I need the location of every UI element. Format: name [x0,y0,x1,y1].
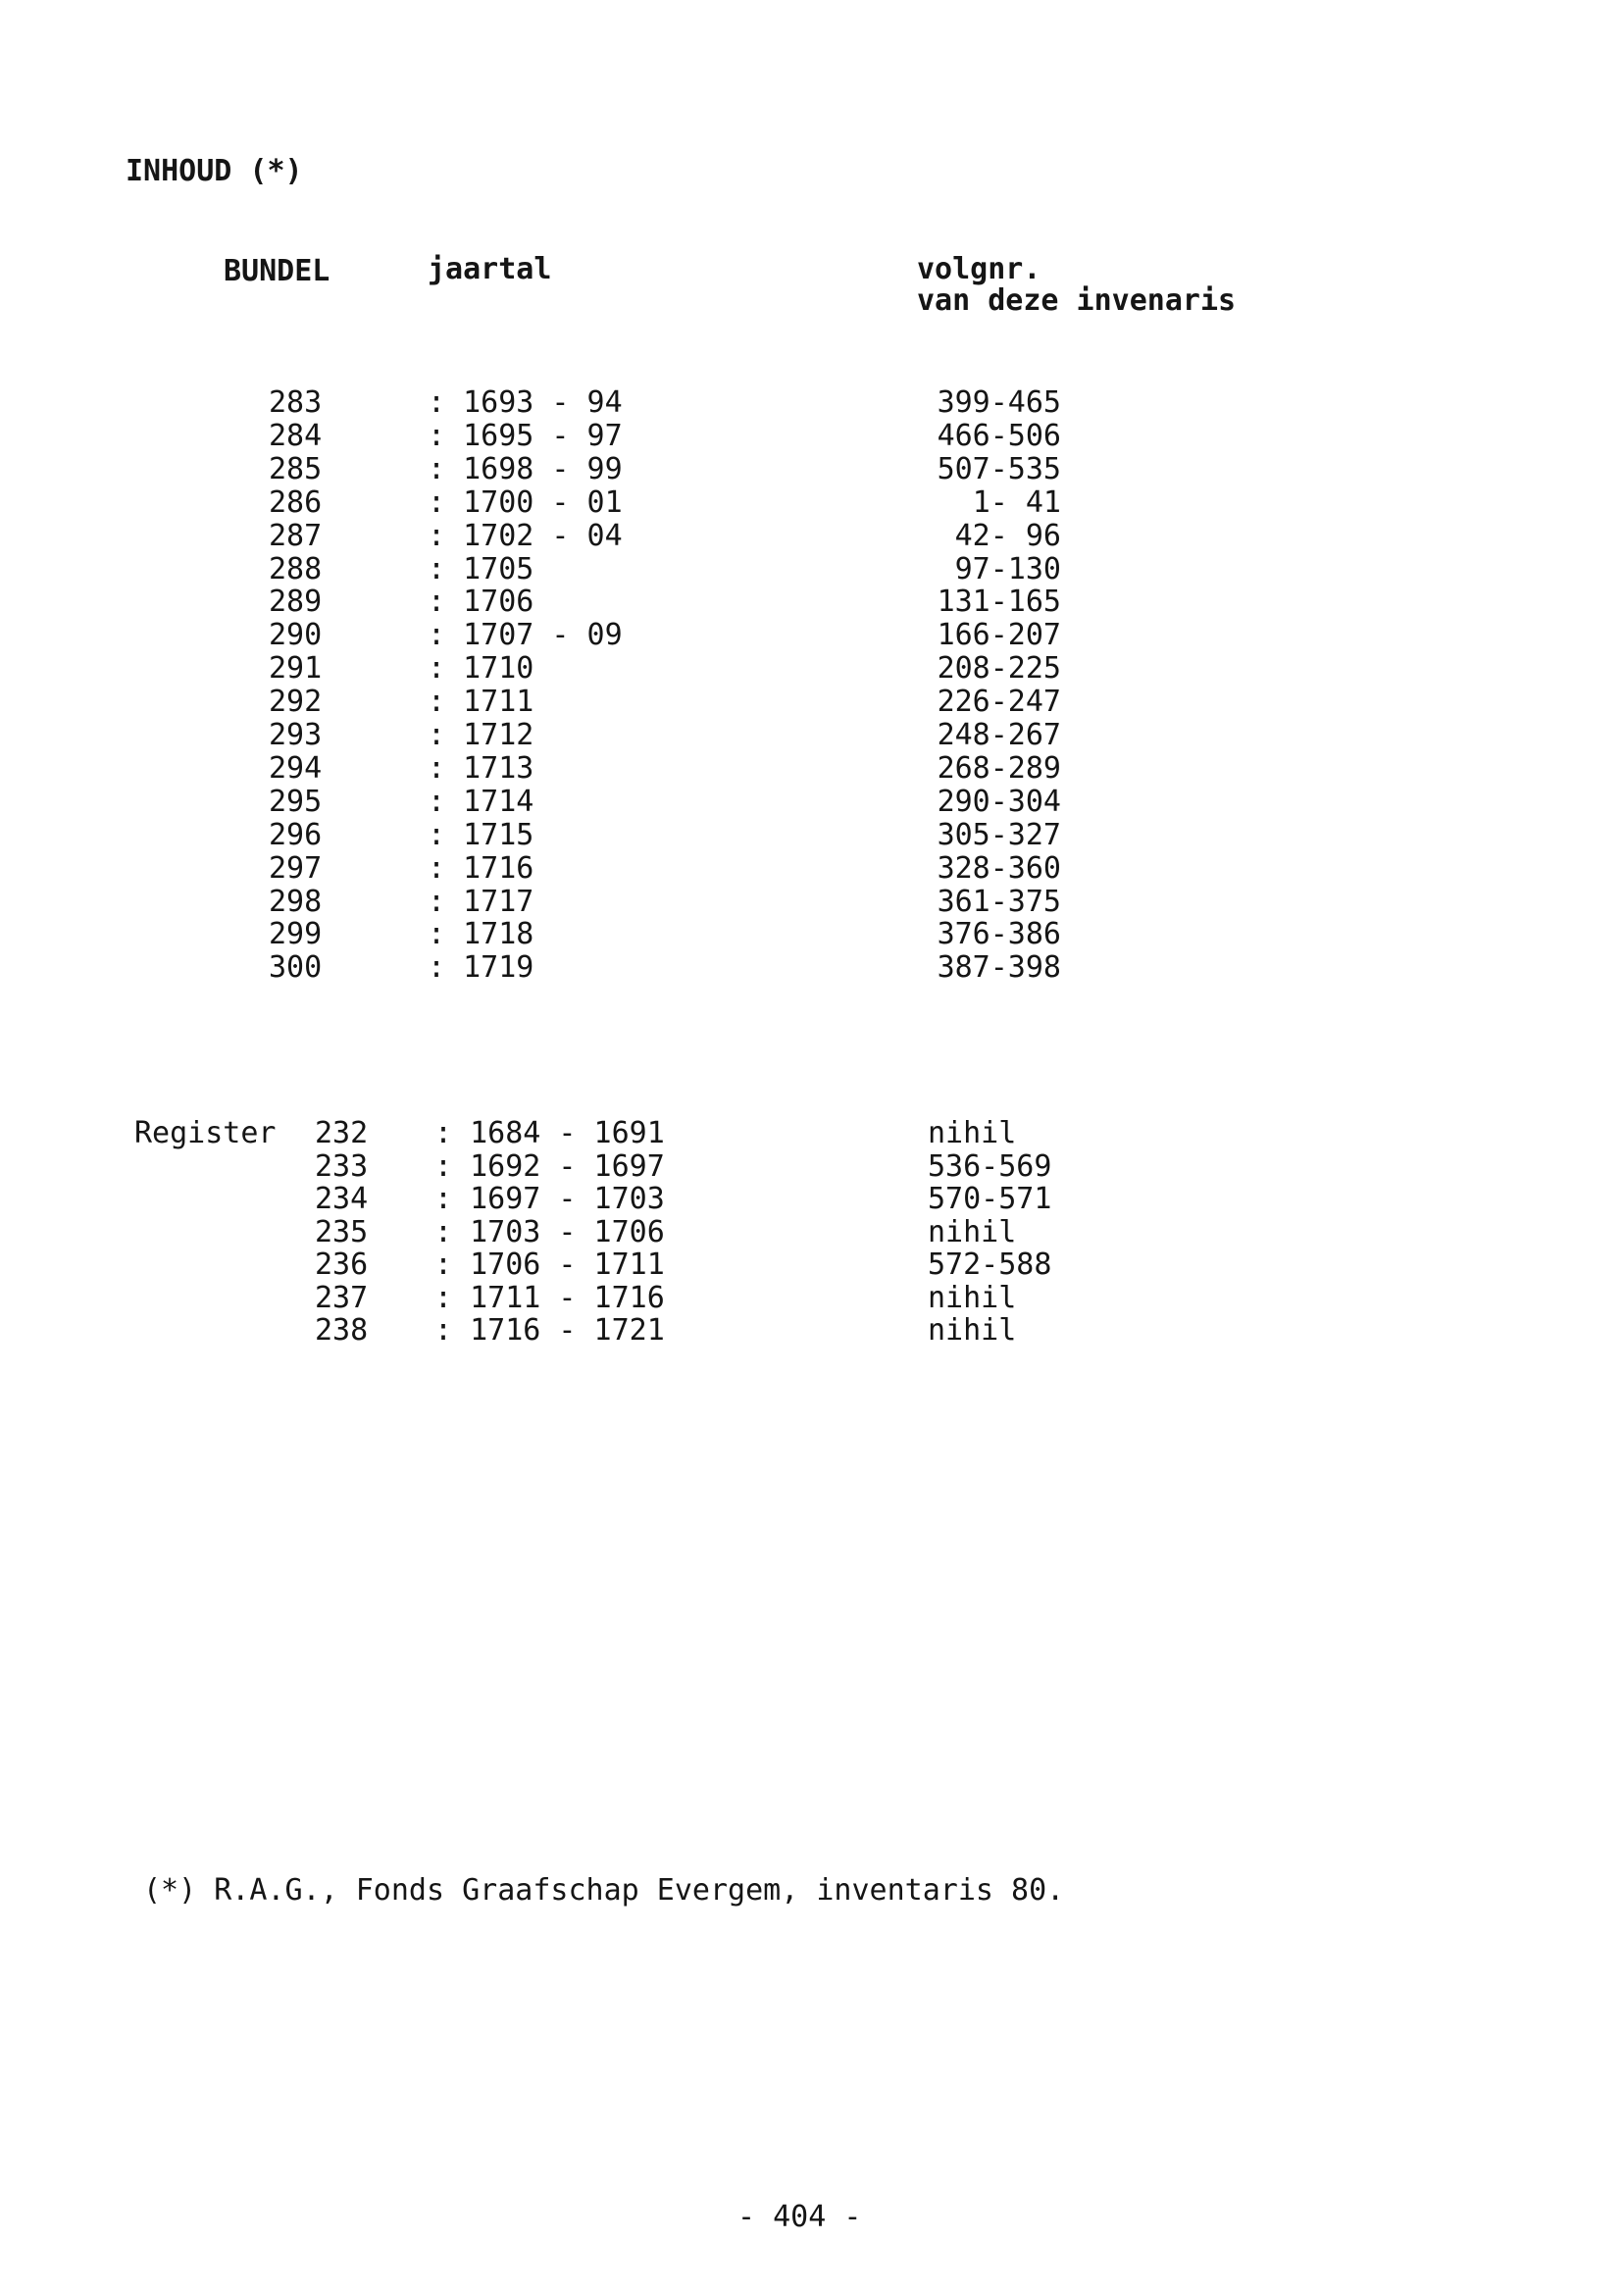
register-number: 235 [315,1214,369,1249]
bundel-number: 290 [269,618,323,653]
column-header-volgnr: volgnr. [917,252,1041,286]
bundel-number: 298 [269,884,323,919]
page-heading: INHOUD (*) [126,154,303,188]
bundel-number: 288 [269,551,323,586]
register-volgnr: nihil [928,1313,1017,1348]
bundel-number: 292 [269,685,323,720]
bundel-jaartal: : 1693 - 94 [428,385,623,420]
bundel-jaartal: : 1695 - 97 [428,418,623,453]
column-header-volgnr-sub: van deze invenaris [917,283,1237,318]
bundel-jaartal: : 1707 - 09 [428,618,623,653]
column-header-jaartal: jaartal [428,252,552,286]
register-number: 236 [315,1247,369,1282]
bundel-jaartal: : 1711 [428,685,534,720]
bundel-jaartal: : 1716 [428,850,534,886]
register-number: 233 [315,1148,369,1184]
bundel-number: 284 [269,418,323,453]
register-jaartal: : 1697 - 1703 [434,1182,665,1216]
bundel-volgnr: 208-225 [937,651,1061,687]
bundel-number: 299 [269,917,323,952]
bundel-number: 300 [269,950,323,986]
page-number: - 404 - [737,2200,862,2234]
register-jaartal: : 1716 - 1721 [434,1313,665,1348]
footnote: (*) R.A.G., Fonds Graafschap Evergem, inventaris 80. [143,1873,1065,1908]
bundel-number: 291 [269,651,323,687]
bundel-number: 293 [269,718,323,752]
bundel-volgnr: 305-327 [937,817,1061,852]
bundel-number: 283 [269,385,323,420]
bundel-volgnr: 507-535 [937,451,1061,486]
register-volgnr: 572-588 [928,1247,1052,1282]
bundel-volgnr: 248-267 [937,718,1061,752]
bundel-jaartal: : 1713 [428,750,534,786]
register-volgnr: nihil [928,1280,1017,1315]
register-jaartal: : 1711 - 1716 [434,1280,665,1315]
bundel-volgnr: 131-165 [937,585,1061,620]
bundel-jaartal: : 1705 [428,551,534,586]
bundel-volgnr: 166-207 [937,618,1061,653]
column-header-bundel: BUNDEL [224,254,330,288]
bundel-jaartal: : 1700 - 01 [428,484,623,520]
register-volgnr: nihil [928,1116,1017,1150]
register-number: 232 [315,1116,369,1150]
register-jaartal: : 1684 - 1691 [434,1116,665,1150]
bundel-number: 297 [269,850,323,886]
bundel-jaartal: : 1710 [428,651,534,687]
bundel-jaartal: : 1719 [428,950,534,986]
bundel-number: 295 [269,784,323,819]
bundel-number: 289 [269,585,323,620]
bundel-jaartal: : 1717 [428,884,534,919]
register-number: 238 [315,1313,369,1348]
bundel-number: 287 [269,518,323,553]
bundel-jaartal: : 1718 [428,917,534,952]
bundel-jaartal: : 1702 - 04 [428,518,623,553]
bundel-jaartal: : 1714 [428,784,534,819]
bundel-volgnr: 42- 96 [954,518,1061,553]
bundel-volgnr: 268-289 [937,750,1061,786]
bundel-number: 286 [269,484,323,520]
bundel-volgnr: 399-465 [937,385,1061,420]
register-volgnr: nihil [928,1214,1017,1249]
register-jaartal: : 1692 - 1697 [434,1148,665,1184]
bundel-jaartal: : 1698 - 99 [428,451,623,486]
bundel-volgnr: 290-304 [937,784,1061,819]
bundel-volgnr: 97-130 [954,551,1061,586]
register-number: 237 [315,1280,369,1315]
bundel-volgnr: 466-506 [937,418,1061,453]
bundel-jaartal: : 1706 [428,585,534,620]
bundel-jaartal: : 1715 [428,817,534,852]
bundel-volgnr: 361-375 [937,884,1061,919]
register-volgnr: 536-569 [928,1148,1052,1184]
bundel-volgnr: 226-247 [937,685,1061,720]
bundel-jaartal: : 1712 [428,718,534,752]
bundel-volgnr: 376-386 [937,917,1061,952]
register-jaartal: : 1703 - 1706 [434,1214,665,1249]
bundel-number: 294 [269,750,323,786]
register-number: 234 [315,1182,369,1216]
bundel-volgnr: 387-398 [937,950,1061,986]
bundel-volgnr: 1- 41 [972,484,1061,520]
bundel-number: 296 [269,817,323,852]
bundel-number: 285 [269,451,323,486]
register-jaartal: : 1706 - 1711 [434,1247,665,1282]
register-label: Register [134,1116,277,1150]
bundel-volgnr: 328-360 [937,850,1061,886]
register-volgnr: 570-571 [928,1182,1052,1216]
